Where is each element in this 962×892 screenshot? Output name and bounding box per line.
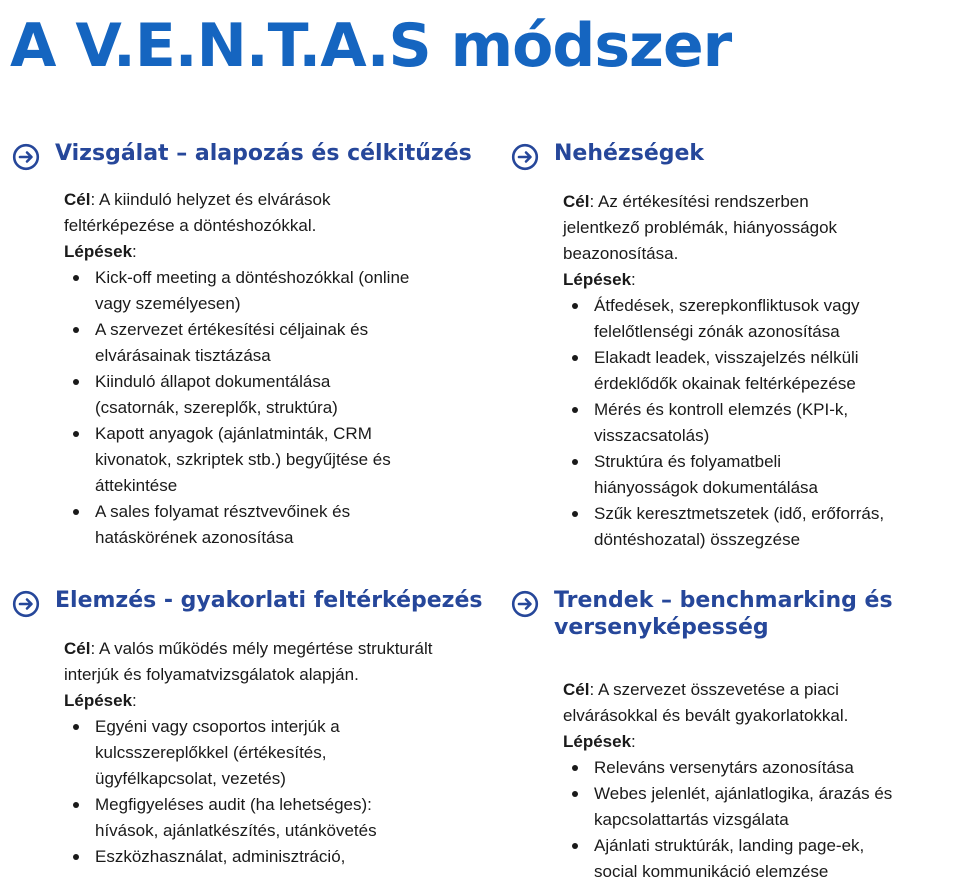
steps-label: Lépések <box>563 270 632 289</box>
section-vizsgalat <box>12 140 492 551</box>
steps-suffix: : <box>631 270 636 289</box>
goal-paragraph <box>563 677 903 729</box>
steps-list <box>64 265 414 551</box>
steps-suffix: : <box>132 242 137 261</box>
circle-arrow-right-icon <box>12 590 40 618</box>
steps-heading <box>64 688 434 714</box>
steps-suffix: : <box>132 691 137 710</box>
list-item: Eszközhasználat, adminisztráció, <box>64 844 434 870</box>
list-item: Megfigyeléses audit (ha lehetséges): hívások, ajánlatkészítés, utánkövetés <box>64 792 434 844</box>
section-header <box>12 140 492 171</box>
section-header <box>511 587 951 641</box>
circle-arrow-right-icon <box>511 590 539 618</box>
steps-label: Lépések <box>64 242 133 261</box>
goal-paragraph <box>64 636 434 688</box>
list-item: Szűk keresztmetszetek (idő, erőforrás, döntéshozatal) összegzése <box>563 501 935 553</box>
goal-label: Cél <box>64 639 91 658</box>
circle-arrow-right-icon <box>511 143 539 171</box>
steps-list <box>563 755 903 885</box>
goal-paragraph <box>64 187 414 239</box>
list-item: A sales folyamat résztvevőinek és hatáskörének azonosítása <box>64 499 414 551</box>
goal-text: : A valós működés mély megértése strukturált interjúk és folyamatvizsgálatok alapján. <box>64 639 433 684</box>
list-item: Kiinduló állapot dokumentálása (csatornák, szereplők, struktúra) <box>64 369 414 421</box>
steps-heading <box>563 729 903 755</box>
goal-label: Cél <box>563 680 590 699</box>
goal-text: : A kiinduló helyzet és elvárások feltérképezése a döntéshozókkal. <box>64 190 331 235</box>
circle-arrow-right-icon <box>12 143 40 171</box>
goal-label: Cél <box>563 192 590 211</box>
list-item: Elakadt leadek, visszajelzés nélküli érdeklődők okainak feltérképezése <box>563 345 935 397</box>
section-heading: Trendek – benchmarking és versenyképesség <box>554 588 893 640</box>
section-header <box>511 140 951 171</box>
section-heading: Nehézségek <box>554 141 705 166</box>
goal-text: : Az értékesítési rendszerben jelentkező problémák, hiányosságok beazonosítása. <box>563 192 838 263</box>
list-item: Egyéni vagy csoportos interjúk a kulcsszereplőkkel (értékesítés, ügyfélkapcsolat, vezetés) <box>64 714 434 792</box>
section-body <box>511 189 935 553</box>
steps-label: Lépések <box>64 691 133 710</box>
steps-label: Lépések <box>563 732 632 751</box>
list-item: Átfedések, szerepkonfliktusok vagy felelőtlenségi zónák azonosítása <box>563 293 935 345</box>
section-nehezsegek <box>511 140 951 553</box>
list-item: Kick-off meeting a döntéshozókkal (online vagy személyesen) <box>64 265 414 317</box>
list-item: Kapott anyagok (ajánlatminták, CRM kivonatok, szkriptek stb.) begyűjtése és áttekintése <box>64 421 414 499</box>
list-item: Mérés és kontroll elemzés (KPI-k, visszacsatolás) <box>563 397 935 449</box>
section-trendek <box>511 587 951 885</box>
section-header <box>12 587 502 618</box>
goal-text: : A szervezet összevetése a piaci elvárásokkal és bevált gyakorlatokkal. <box>563 680 849 725</box>
list-item: Struktúra és folyamatbeli hiányosságok dokumentálása <box>563 449 935 501</box>
steps-heading <box>64 239 414 265</box>
list-item: Webes jelenlét, ajánlatlogika, árazás és kapcsolattartás vizsgálata <box>563 781 903 833</box>
section-heading: Elemzés - gyakorlati feltérképezés <box>55 588 483 613</box>
steps-list <box>64 714 434 870</box>
list-item: Ajánlati struktúrák, landing page-ek, social kommunikáció elemzése <box>563 833 903 885</box>
steps-suffix: : <box>631 732 636 751</box>
section-elemzes <box>12 587 502 870</box>
page-title: A V.E.N.T.A.S módszer <box>10 11 732 81</box>
section-body <box>12 636 434 870</box>
steps-heading <box>563 267 935 293</box>
section-body <box>12 187 414 551</box>
section-body <box>511 677 903 885</box>
goal-paragraph <box>563 189 863 267</box>
list-item: A szervezet értékesítési céljainak és elvárásainak tisztázása <box>64 317 414 369</box>
goal-label: Cél <box>64 190 91 209</box>
list-item: Releváns versenytárs azonosítása <box>563 755 903 781</box>
steps-list <box>563 293 935 553</box>
section-heading: Vizsgálat – alapozás és célkitűzés <box>55 141 472 166</box>
